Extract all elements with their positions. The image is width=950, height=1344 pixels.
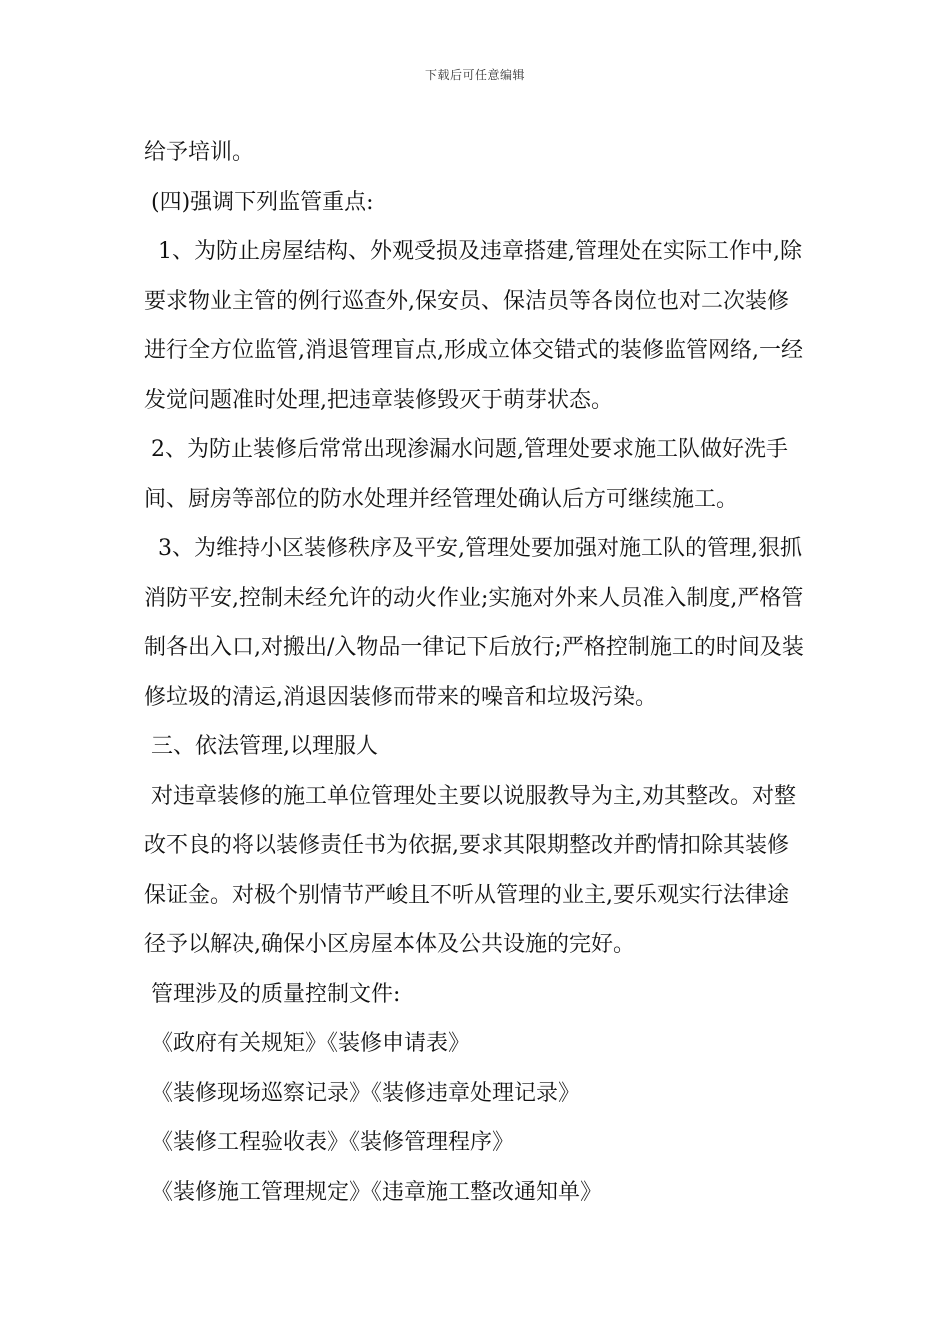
document-body [144,128,809,1217]
paragraph-item-1: 1、为防止房屋结构、外观受损及违章搭建,管理处在实际工作中,除要求物业主管的例行巡查外,保安员、保洁员等各岗位也对二次装修进行全方位监管,消退管理盲点,形成立体交错式的装修监管网络,一经发觉问题准时处理,把违章装修毁灭于萌芽状态。 [144,239,803,413]
paragraph-doc-list-2: 《装修现场巡察记录》《装修违章处理记录》 [144,1080,581,1106]
paragraph-doc-list-3: 《装修工程验收表》《装修管理程序》 [144,1130,515,1155]
paragraph-doc-list-1: 《政府有关规矩》《装修申请表》 [144,1031,471,1056]
page-header: 下载后可任意编辑 [424,68,525,82]
paragraph-quality-docs-heading: 管理涉及的质量控制文件: [144,981,401,1007]
paragraph-section-three-heading: 三、依法管理,以理服人 [144,734,378,759]
paragraph-training: 给予培训。 [144,140,255,165]
paragraph-item-3: 3、为维持小区装修秩序及平安,管理处要加强对施工队的管理,狠抓消防平安,控制未经允许的动火作业;实施对外来人员准入制度,严格管制各出入口,对搬出/入物品一律记下后放行;严格控制施工的时间及装修垃圾的清运,消退因装修而带来的噪音和垃圾污染。 [144,536,804,710]
paragraph-doc-list-4: 《装修施工管理规定》《违章施工整改通知单》 [144,1179,603,1205]
paragraph-item-2: 2、为防止装修后常常出现渗漏水问题,管理处要求施工队做好洗手间、厨房等部位的防水处理并经管理处确认后方可继续施工。 [144,437,788,512]
paragraph-section-four-heading: (四)强调下列监管重点: [144,189,374,215]
paragraph-lawful-management: 对违章装修的施工单位管理处主要以说服教导为主,劝其整改。对整改不良的将以装修责任书为依据,要求其限期整改并酌情扣除其装修保证金。对极个别情节严峻且不听从管理的业主,要乐观实行法律途径予以解决,确保小区房屋本体及公共设施的完好。 [144,783,796,957]
